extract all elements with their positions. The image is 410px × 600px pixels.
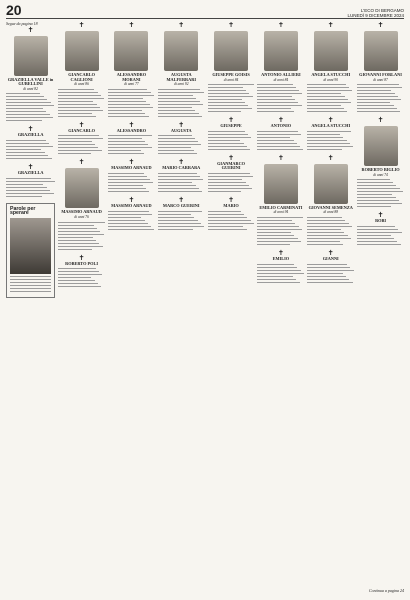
cross-icon: ✝ bbox=[228, 116, 234, 125]
obituary-notice bbox=[108, 197, 155, 230]
notice-text bbox=[357, 226, 404, 245]
column-entries bbox=[58, 22, 105, 287]
notice-text bbox=[158, 173, 205, 192]
deceased-name: AUGUSTA bbox=[170, 127, 192, 133]
notice-text bbox=[257, 131, 304, 150]
column-entries bbox=[307, 22, 354, 283]
deceased-name: MARIO CARRARA bbox=[162, 165, 201, 171]
notice-text bbox=[58, 222, 105, 250]
obituary-notice bbox=[307, 117, 354, 150]
column-entries bbox=[257, 22, 304, 283]
portrait-photo bbox=[214, 31, 248, 71]
obituary-notice bbox=[58, 122, 105, 155]
notice-text bbox=[307, 131, 354, 150]
notice-text bbox=[58, 268, 105, 287]
column-2 bbox=[58, 22, 105, 594]
deceased-name: MASSIMO ARNAUD bbox=[61, 209, 102, 215]
cross-icon: ✝ bbox=[78, 120, 85, 129]
obituary-notice bbox=[108, 122, 155, 155]
prayer-photo bbox=[10, 218, 51, 274]
deceased-name: ROBERTO POLI bbox=[65, 260, 98, 266]
notice-text bbox=[307, 84, 354, 112]
deceased-age: di anni 92 bbox=[173, 82, 189, 87]
notice-text bbox=[58, 135, 105, 154]
cross-icon: ✝ bbox=[277, 22, 284, 29]
cross-icon: ✝ bbox=[78, 22, 85, 29]
deceased-name: MASSIMO ARNAUD bbox=[111, 165, 152, 171]
deceased-name: GIANNI bbox=[322, 255, 339, 261]
obituary-notice bbox=[307, 155, 354, 245]
deceased-age: di anni 86 bbox=[74, 82, 89, 87]
notice-text bbox=[357, 84, 404, 112]
deceased-name: GRAZIELLA bbox=[17, 132, 44, 138]
obituary-notice bbox=[307, 250, 354, 283]
obituary-notice bbox=[208, 155, 255, 192]
deceased-name: EMILIO CARMINATI bbox=[259, 204, 303, 210]
notice-text bbox=[108, 173, 155, 192]
notice-text bbox=[208, 84, 255, 112]
cross-icon: ✝ bbox=[178, 158, 185, 167]
notice-text bbox=[108, 211, 155, 230]
notice-text bbox=[357, 179, 404, 207]
obituary-notice bbox=[357, 212, 404, 245]
deceased-name: GIUSEPPE GOISIS bbox=[212, 72, 250, 77]
deceased-name: GIANMARCO GUERINI bbox=[217, 160, 246, 171]
deceased-name: ANTONIO bbox=[270, 123, 292, 129]
page-header bbox=[6, 4, 404, 19]
deceased-name: GIANCARLO CAGLIONI bbox=[68, 72, 95, 82]
cross-icon: ✝ bbox=[327, 248, 334, 257]
continued-from: Segue da pagina 18 bbox=[6, 22, 38, 26]
obituary-notice bbox=[257, 117, 304, 150]
deceased-name: AUGUSTA MALFERRARI bbox=[166, 72, 197, 82]
column-entries bbox=[108, 22, 155, 230]
prayer-box bbox=[6, 203, 55, 298]
cross-icon: ✝ bbox=[78, 158, 85, 167]
cross-icon: ✝ bbox=[128, 158, 135, 167]
obituary-notice bbox=[208, 117, 255, 150]
column-left bbox=[6, 22, 55, 594]
deceased-name: GIOVANNI FORLANI bbox=[359, 72, 402, 77]
deceased-age: di anni 77 bbox=[124, 82, 139, 87]
publication-info bbox=[347, 8, 404, 18]
cross-icon: ✝ bbox=[27, 25, 34, 34]
obituary-notice bbox=[58, 159, 105, 249]
portrait-photo bbox=[314, 164, 348, 204]
cross-icon: ✝ bbox=[27, 125, 34, 134]
cross-icon: ✝ bbox=[377, 211, 384, 220]
notice-text bbox=[108, 135, 155, 154]
obituary-notice bbox=[357, 22, 404, 112]
cross-icon: ✝ bbox=[178, 195, 185, 204]
cross-icon: ✝ bbox=[178, 120, 185, 129]
column-8 bbox=[357, 22, 404, 594]
column-4 bbox=[158, 22, 205, 594]
obituary-notice bbox=[58, 22, 105, 117]
notice-text bbox=[6, 93, 55, 121]
deceased-name: GRAZIELLA bbox=[17, 169, 44, 175]
deceased-age: di anni 90 bbox=[323, 77, 339, 82]
obituary-notice bbox=[6, 126, 55, 159]
notice-text bbox=[108, 89, 155, 117]
notice-text bbox=[6, 140, 55, 159]
portrait-photo bbox=[114, 31, 148, 71]
cross-icon: ✝ bbox=[327, 116, 334, 125]
obituary-notice bbox=[108, 159, 155, 192]
cross-icon: ✝ bbox=[277, 153, 284, 162]
deceased-age: di anni 84 bbox=[223, 77, 239, 82]
cross-icon: ✝ bbox=[27, 162, 34, 171]
deceased-name: MARCO GUERINI bbox=[162, 202, 200, 208]
obituary-notice bbox=[158, 122, 205, 155]
portrait-photo bbox=[264, 31, 298, 71]
obituary-notice bbox=[257, 250, 304, 283]
deceased-age: di anni 88 bbox=[323, 210, 339, 215]
notice-text bbox=[257, 84, 304, 112]
notice-text bbox=[208, 131, 255, 150]
cross-icon: ✝ bbox=[377, 116, 384, 125]
prayer-title: Parole per sperare bbox=[10, 205, 36, 217]
cross-icon: ✝ bbox=[228, 195, 234, 204]
deceased-name: MARIO bbox=[223, 202, 239, 208]
portrait-photo bbox=[65, 168, 99, 208]
cross-icon: ✝ bbox=[128, 22, 135, 29]
deceased-name: GIOVANNI SEMENZA bbox=[308, 204, 353, 210]
portrait-photo bbox=[164, 31, 198, 71]
deceased-age: di anni 74 bbox=[373, 172, 388, 177]
deceased-name: GRAZIELLA VALLE in GUBELLINI bbox=[7, 76, 54, 87]
portrait-photo bbox=[65, 31, 99, 71]
deceased-name: ROBI bbox=[375, 218, 387, 224]
deceased-age: di anni 94 bbox=[273, 210, 289, 215]
portrait-photo bbox=[14, 36, 48, 76]
cross-icon: ✝ bbox=[128, 120, 135, 129]
cross-icon: ✝ bbox=[128, 195, 135, 204]
cross-icon: ✝ bbox=[377, 22, 384, 29]
deceased-age: di anni 87 bbox=[373, 77, 388, 82]
publication-name: L'ECO DI BERGAMO bbox=[360, 8, 404, 13]
notice-text bbox=[257, 217, 304, 245]
obituary-notice bbox=[158, 22, 205, 117]
portrait-photo bbox=[364, 31, 398, 71]
cross-icon: ✝ bbox=[327, 22, 334, 29]
publication-date: LUNEDÌ 9 DICEMBRE 2024 bbox=[347, 13, 404, 18]
deceased-age: di anni 76 bbox=[74, 214, 89, 219]
deceased-name: MASSIMO ARNAUD bbox=[111, 202, 152, 208]
obituary-notice bbox=[108, 22, 155, 117]
obituary-notice bbox=[208, 22, 255, 112]
column-7 bbox=[307, 22, 354, 594]
obituary-notice bbox=[357, 117, 404, 207]
column-6 bbox=[257, 22, 304, 594]
notice-text bbox=[307, 217, 354, 245]
prayer-text bbox=[10, 276, 51, 292]
obituary-notice bbox=[58, 255, 105, 288]
deceased-name: ALESSANDRO MORANI bbox=[116, 72, 147, 82]
column-entries bbox=[357, 22, 404, 245]
cross-icon: ✝ bbox=[228, 22, 234, 29]
column-3 bbox=[108, 22, 155, 594]
portrait-photo bbox=[314, 31, 348, 71]
page-number: 20 bbox=[6, 2, 22, 18]
notice-text bbox=[208, 173, 255, 192]
cross-icon: ✝ bbox=[228, 153, 234, 162]
portrait-photo bbox=[264, 164, 298, 204]
notice-text bbox=[257, 264, 304, 283]
notice-text bbox=[158, 135, 205, 154]
deceased-name: ROBERTO BIGLIO bbox=[361, 167, 400, 173]
cross-icon: ✝ bbox=[277, 248, 284, 257]
notice-text bbox=[307, 264, 354, 283]
notice-text bbox=[158, 211, 205, 230]
deceased-name: ANGELA STUCCHI bbox=[311, 72, 351, 77]
deceased-name: ANTONIO ALLIERI bbox=[261, 72, 301, 77]
obituary-notice bbox=[6, 164, 55, 197]
cross-icon: ✝ bbox=[327, 153, 334, 162]
deceased-name: ANGELA STUCCHI bbox=[311, 123, 351, 129]
deceased-age: di anni 84 bbox=[273, 77, 289, 82]
obituary-notice bbox=[257, 155, 304, 245]
cross-icon: ✝ bbox=[78, 253, 85, 262]
notice-text bbox=[6, 178, 55, 197]
notice-text bbox=[58, 89, 105, 117]
column-entries bbox=[6, 27, 55, 197]
deceased-name: ALESSANDRO bbox=[116, 127, 147, 133]
column-entries bbox=[158, 22, 205, 230]
deceased-name: GIUSEPPE bbox=[220, 123, 242, 129]
obituary-notice bbox=[158, 197, 205, 230]
obituary-notice bbox=[257, 22, 304, 112]
column-entries bbox=[208, 22, 255, 230]
deceased-age: di anni 82 bbox=[23, 86, 38, 91]
obituary-notice bbox=[6, 27, 55, 122]
deceased-name: EMILIO bbox=[272, 255, 290, 261]
obituary-columns bbox=[6, 22, 404, 594]
obituary-notice bbox=[158, 159, 205, 192]
cross-icon: ✝ bbox=[178, 22, 185, 29]
deceased-name: GIANCARLO bbox=[68, 127, 95, 133]
obituary-notice bbox=[208, 197, 255, 230]
obituary-notice bbox=[307, 22, 354, 112]
cross-icon: ✝ bbox=[277, 116, 284, 125]
column-5 bbox=[208, 22, 255, 594]
portrait-photo bbox=[364, 126, 398, 166]
notice-text bbox=[158, 89, 205, 117]
continued-on: Continua a pagina 24 bbox=[368, 588, 404, 594]
notice-text bbox=[208, 211, 255, 230]
